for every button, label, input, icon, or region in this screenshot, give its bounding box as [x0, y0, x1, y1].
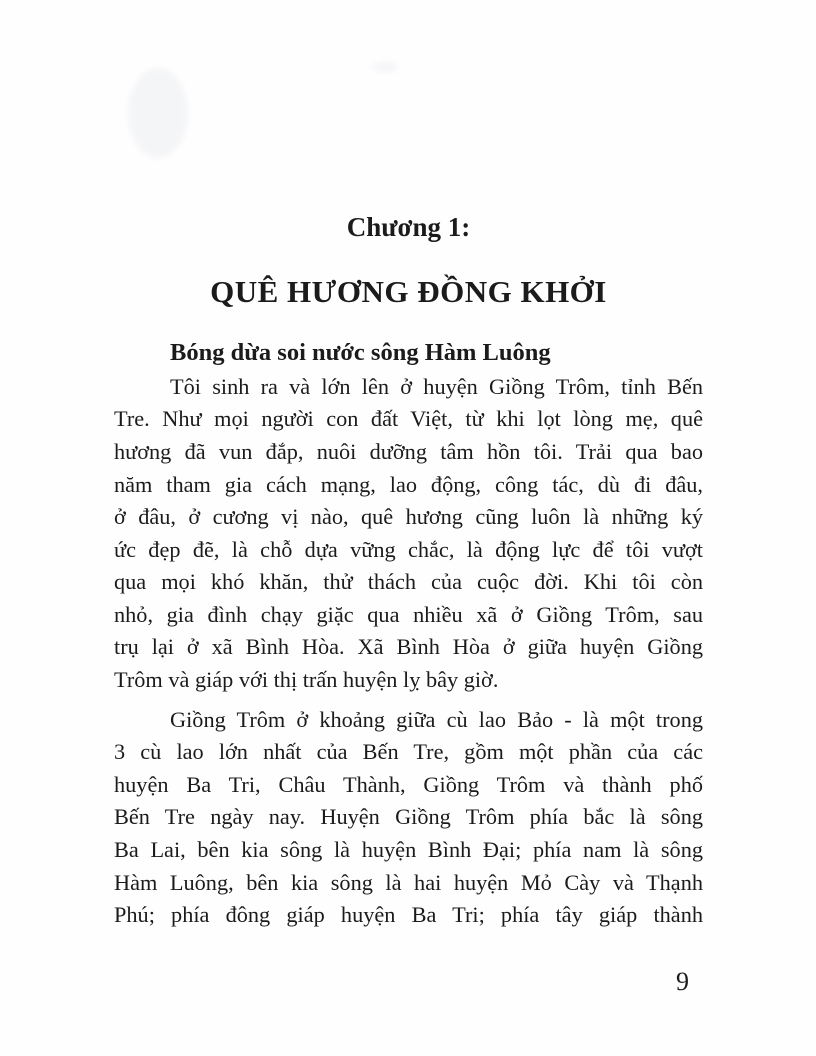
- chapter-label: Chương 1:: [346, 212, 471, 242]
- text-line: hương đã vun đắp, nuôi dưỡng tâm hồn tôi. Trải qua bao: [114, 438, 703, 464]
- text-line: trụ lại ở xã Bình Hòa. Xã Bình Hòa ở giữa huyện Giồng: [114, 634, 703, 660]
- paragraph: [114, 704, 703, 932]
- text-line: nhỏ, gia đình chạy giặc qua nhiều xã ở Giồng Trôm, sau: [114, 601, 703, 627]
- text-line: ức đẹp đẽ, là chỗ dựa vững chắc, là động lực để tôi vượt: [114, 536, 703, 562]
- page-content: [114, 0, 703, 932]
- text-line: Ba Lai, bên kia sông là huyện Bình Đại; phía nam là sông: [114, 837, 703, 863]
- text-line: Giồng Trôm ở khoảng giữa cù lao Bảo - là một trong: [170, 706, 703, 732]
- body-text: [114, 371, 703, 932]
- text-line: qua mọi khó khăn, thử thách của cuộc đời. Khi tôi còn: [114, 569, 703, 595]
- text-line: Phú; phía đông giáp huyện Ba Tri; phía tây giáp thành: [114, 902, 703, 928]
- text-line: Bến Tre ngày nay. Huyện Giồng Trôm phía bắc là sông: [114, 804, 703, 830]
- text-line: Tre. Như mọi người con đất Việt, từ khi lọt lòng mẹ, quê: [114, 406, 703, 432]
- text-line: 3 cù lao lớn nhất của Bến Tre, gồm một phần của các: [114, 739, 703, 765]
- text-line: Hàm Luông, bên kia sông là hai huyện Mỏ Cày và Thạnh: [114, 869, 703, 895]
- text-line: Tôi sinh ra và lớn lên ở huyện Giồng Trôm, tỉnh Bến: [170, 373, 703, 399]
- text-line: ở đâu, ở cương vị nào, quê hương cũng luôn là những ký: [114, 504, 703, 530]
- text-line: Trôm và giáp với thị trấn huyện lỵ bây giờ.: [114, 667, 499, 693]
- text-line: năm tham gia cách mạng, lao động, công tác, dù đi đâu,: [114, 471, 703, 497]
- section-heading: Bóng dừa soi nước sông Hàm Luông: [170, 339, 551, 367]
- paragraph: [114, 371, 703, 697]
- text-line: huyện Ba Tri, Châu Thành, Giồng Trôm và thành phố: [114, 771, 703, 797]
- page-number: 9: [676, 967, 689, 996]
- chapter-title: QUÊ HƯƠNG ĐỒNG KHỞI: [210, 273, 607, 309]
